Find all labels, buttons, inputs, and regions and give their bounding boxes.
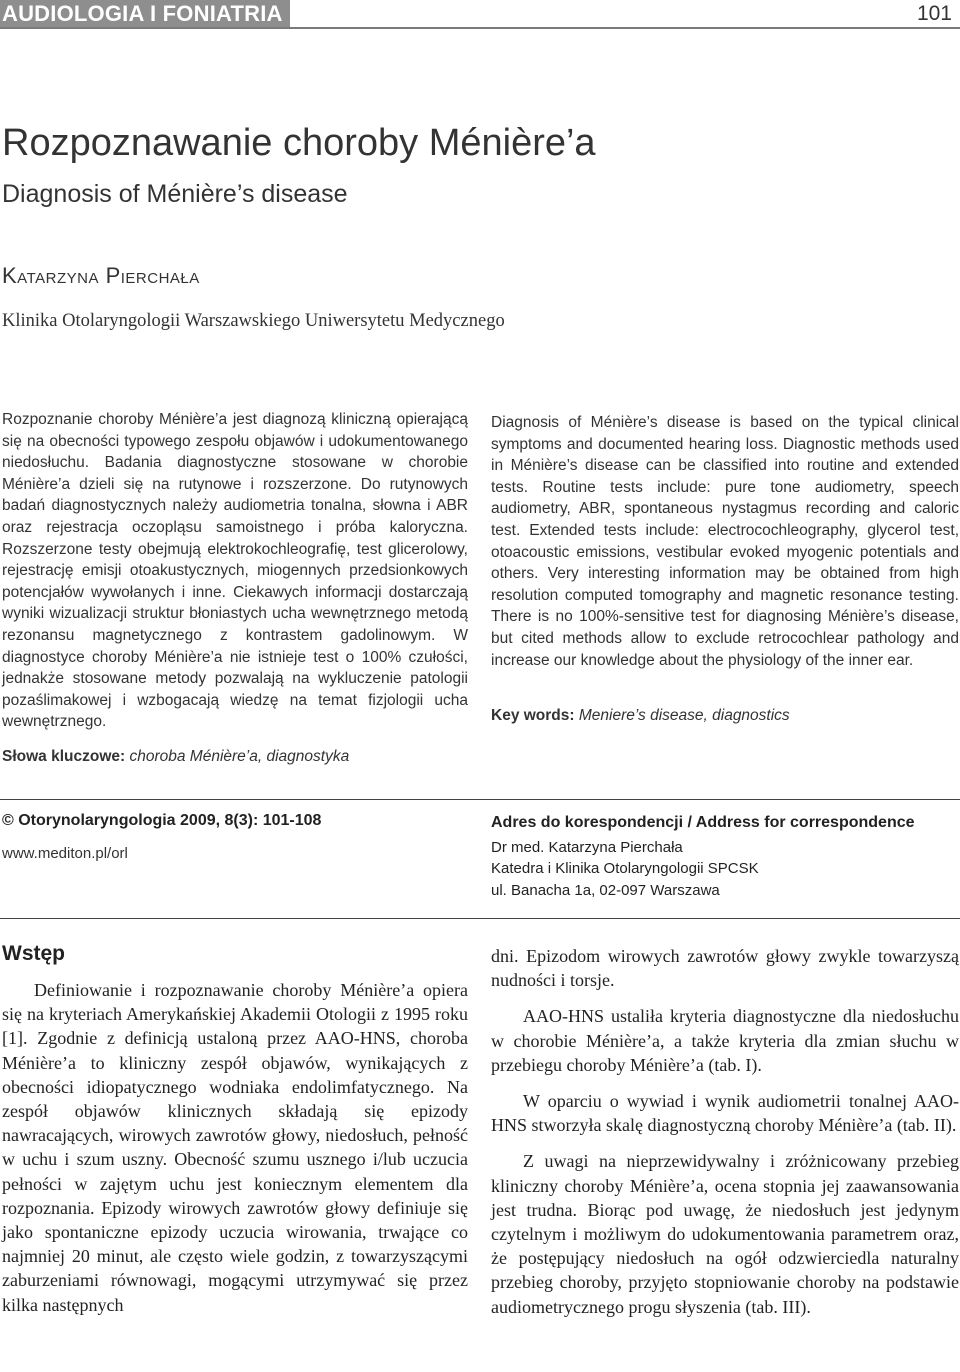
journal-url[interactable]: www.mediton.pl/orl [2, 845, 128, 862]
body-column-right [491, 944, 959, 1319]
section-label: AUDIOLOGIA I FONIATRIA [0, 0, 290, 27]
body-column-left [2, 978, 468, 1317]
correspondence-heading: Adres do korespondencji / Address for correspondence [491, 814, 915, 831]
journal-citation: © Otorynolaryngologia 2009, 8(3): 101-108 [2, 812, 322, 829]
correspondence-line: ul. Banacha 1a, 02-097 Warszawa [491, 881, 720, 899]
body-paragraph: W oparciu o wywiad i wynik audiometrii tonalnej AAO-HNS stworzyła skalę diagnostyczną choroby Ménière’a (tab. II). [491, 1091, 959, 1136]
body-paragraph: Z uwagi na nieprzewidywalny i zróżnicowany przebieg kliniczny choroby Ménière’a, ocena stopnia jej zaawansowania jest trudna. Biorąc pod uwagę, że niedosłuch jest jedynym czytelnym i możliwym do udokumentowania parametrem oraz, że postępujący niedosłuch na ogół odzwierciedla naturalny przebieg choroby, przyjęto stopniowanie choroby na podstawie audiometrycznego progu słyszenia (tab. III). [491, 1151, 959, 1317]
abstract-pl: Rozpoznanie choroby Ménière’a jest diagnozą kliniczną opierającą się na obecności typowego zespołu objawów i udokumentowanego niedosłuchu. Badania diagnostyczne stosowane w chorobie Ménière’a dzieli się na rutynowe i rozszerzone. Do rutynowych badań diagnostycznych należy audiometria tonalna, słowna i ABR oraz rejestracja oczopląsu samoistnego i próba kaloryczna. Rozszerzone testy obejmują elektrokochleografię, test glicerolowy, rejestrację emisji otoakustycznych, miogennych przedsionkowych potencjałów wywołanych i inne. Ciekawych informacji dostarczają wyniki wizualizacji struktur błoniastych ucha wewnętrznego metodą rezonansu magnetycznego z kontrastem gadolinowym. W diagnostyce choroby Ménière’a nie istnieje test o 100% czułości, jednakże stosowane metody pozwalają na wykluczenie patologii pozaślimakowej i wzbogacają wiedzę na temat fizjologii ucha wewnętrznego. [2, 411, 468, 731]
author-affiliation: Klinika Otolaryngologii Warszawskiego Uniwersytetu Medycznego [2, 311, 505, 331]
keywords-pl-label: Słowa kluczowe: [2, 748, 126, 765]
correspondence-line: Katedra i Klinika Otolaryngologii SPCSK [491, 860, 759, 877]
article-title-en: Diagnosis of Ménière’s disease [2, 180, 348, 208]
keywords-pl-value: choroba Ménière’a, diagnostyka [129, 748, 350, 765]
keywords-en-value: Meniere’s disease, diagnostics [578, 707, 790, 724]
running-header [0, 0, 960, 29]
keywords-en-label: Key words: [491, 707, 575, 724]
article-title-pl: Rozpoznawanie choroby Ménière’a [2, 122, 596, 164]
keywords-en [491, 707, 790, 725]
divider-bottom [0, 918, 960, 919]
body-paragraph: AAO-HNS ustaliła kryteria diagnostyczne dla niedosłuchu w chorobie Ménière’a, a także kryteria dla zmian słuchu w przebiegu choroby Ménière’a (tab. I). [491, 1006, 959, 1075]
divider-top [0, 799, 960, 800]
abstract-en: Diagnosis of Ménière’s disease is based on the typical clinical symptoms and documented hearing loss. Diagnostic methods used in Ménière’s disease can be classified into routine and extended tests. Routine tests include: pure tone audiometry, speech audiometry, ABR, spontaneous nystagmus recording and caloric test. Extended tests include: electrocochleography, glycerol test, otoacoustic emissions, vestibular evoked myogenic potentials and others. Very interesting information may be obtained from high resolution computed tomography and magnetic resonance testing. There is no 100%-sensitive test for diagnosing Ménière’s disease, but cited methods allow to exclude retrocochlear pathology and increase our knowledge about the physiology of the inner ear. [491, 414, 959, 669]
correspondence-line: Dr med. Katarzyna Pierchała [491, 838, 683, 856]
author-name: Katarzyna Pierchała [2, 263, 200, 288]
keywords-pl [2, 748, 349, 766]
section-heading: Wstęp [2, 942, 65, 965]
correspondence-block [491, 812, 915, 901]
body-paragraph: dni. Epizodom wirowych zawrotów głowy zwykle towarzyszą nudności i torsje. [491, 946, 959, 991]
page-number: 101 [916, 2, 952, 25]
body-paragraph: Definiowanie i rozpoznawanie choroby Ménière’a opiera się na kryteriach Amerykańskiej Akademii Otologii z 1995 roku [1]. Zgodnie z definicją ustaloną przez AAO-HNS, choroba Ménière’a to kliniczny zespół objawów, wynikających z obecności idiopatycznego wodniaka endolimfatycznego. Na zespół objawów klinicznych składają się epizody nawracających, wirowych zawrotów głowy, niedosłuch, pełność w uchu i szum uszny. Obecność szumu usznego i/lub uczucia pełności w zajętym uchu jest koniecznym elementem dla rozpoznania. Epizody wirowych zawrotów głowy definiuje się jako spontaniczne epizody uczucia wirowania, trwające co najmniej 20 minut, ale często wiele godzin, z towarzyszącymi zaburzeniami równowagi, mogącymi utrzymywać się przez kilka następnych [2, 980, 468, 1315]
